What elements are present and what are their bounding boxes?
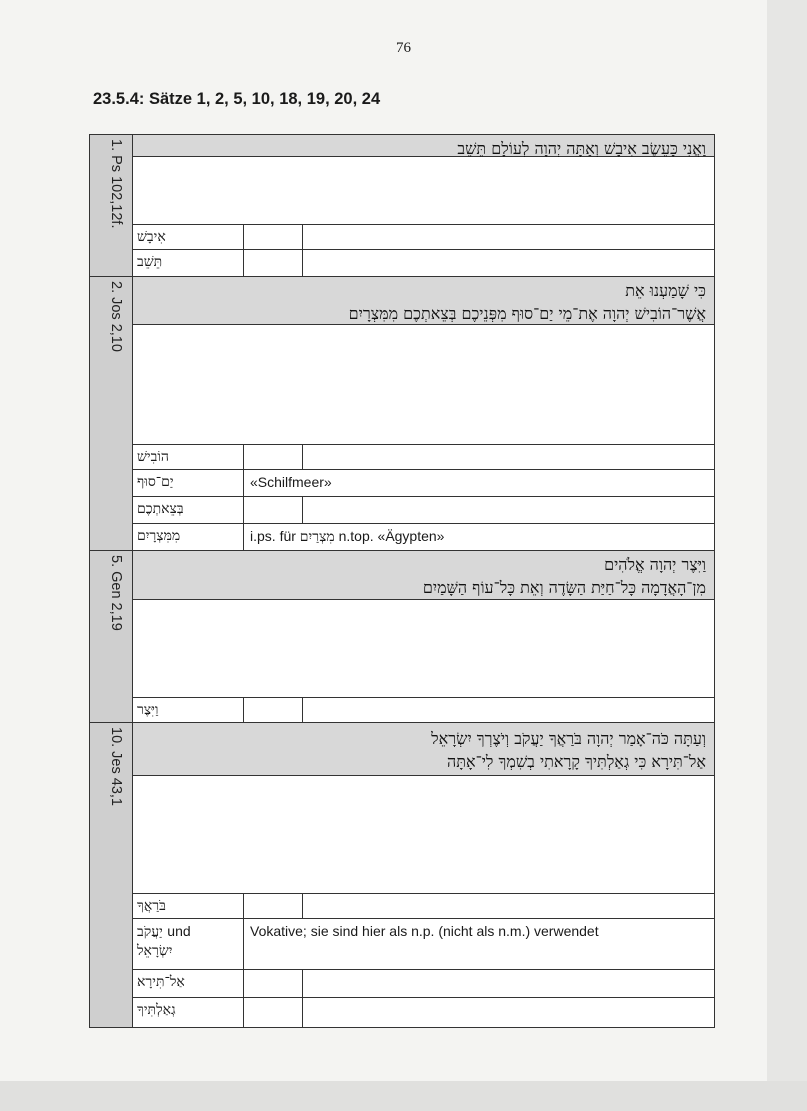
vocab-parse-cell[interactable] xyxy=(244,497,303,523)
vocab-word xyxy=(133,250,244,276)
vocab-parse-cell[interactable] xyxy=(244,445,303,469)
vocab-parse-cell[interactable] xyxy=(244,970,303,997)
reference-cell xyxy=(90,277,133,550)
page-edge xyxy=(767,0,807,1111)
vocab-row xyxy=(133,998,714,1028)
reference-label: 1. Ps 102,12f. xyxy=(108,139,124,229)
note-text: i.ps. für xyxy=(250,528,296,544)
hebrew-line: וַיִּצֶר יְהוָה אֱלֹהִים xyxy=(604,555,706,574)
vocab-note: «Schilfmeer» xyxy=(250,474,332,490)
vocab-parse-cell[interactable] xyxy=(244,698,303,723)
translation-area[interactable] xyxy=(133,600,714,698)
vocab-word xyxy=(133,497,244,523)
vocab-parse-cell[interactable] xyxy=(244,894,303,918)
vocab-hebrew: הוֹבִישׁ xyxy=(137,449,169,465)
reference-cell xyxy=(90,135,133,276)
translation-area[interactable] xyxy=(133,157,714,225)
vocab-hebrew: יִשְׂרָאֵל xyxy=(137,943,173,959)
translation-area[interactable] xyxy=(133,325,714,445)
vocab-word xyxy=(133,524,244,551)
sentence-block-1 xyxy=(90,135,714,276)
hebrew-text xyxy=(133,551,714,600)
reference-cell xyxy=(90,723,133,1027)
sentence-block-5 xyxy=(90,550,714,722)
vocab-word xyxy=(133,445,244,469)
vocab-conjunction: und xyxy=(167,923,191,939)
translation-area[interactable] xyxy=(133,776,714,894)
vocab-word xyxy=(133,919,244,969)
vocab-hebrew: בְּצֵאתְכֶם xyxy=(137,501,184,517)
vocab-parse-cell[interactable] xyxy=(244,250,303,276)
hebrew-line: וַאֲנִי כָּעֵשֶׂב אִיבָשׁ וְאַתָּה יְהוָה לְעוֹלָם תֵּשֵׁב xyxy=(457,139,706,158)
reference-label: 5. Gen 2,19 xyxy=(108,555,124,631)
vocab-word xyxy=(133,225,244,249)
vocab-row xyxy=(133,470,714,497)
vocab-row xyxy=(133,250,714,276)
vocab-row xyxy=(133,445,714,470)
hebrew-line: מִן־הָאֲדָמָה כָּל־חַיַּת הַשָּׂדֶה וְאֵת כָּל־עוֹף הַשָּׁמַיִם xyxy=(422,578,706,597)
reference-label: 10. Jes 43,1 xyxy=(108,727,124,806)
page-shadow xyxy=(0,1081,807,1111)
hebrew-line: אֲשֶׁר־הוֹבִישׁ יְהוָה אֶת־מֵי יַם־סוּף מִפְּנֵיכֶם בְּצֵאתְכֶם מִמִּצְרָיִם xyxy=(348,304,706,323)
vocab-hebrew: וַיִּצֶר xyxy=(137,702,159,718)
vocab-hebrew: אַל־תִּירָא xyxy=(137,974,185,990)
vocab-row xyxy=(133,698,714,723)
vocab-hebrew: בֹּרַאֲךָ xyxy=(137,898,166,914)
reference-cell xyxy=(90,551,133,722)
exercise-table xyxy=(89,134,715,1028)
hebrew-text xyxy=(133,135,714,157)
vocab-row xyxy=(133,919,714,970)
hebrew-text xyxy=(133,277,714,325)
vocab-row xyxy=(133,894,714,919)
vocab-hebrew: אִיבָשׁ xyxy=(137,229,166,245)
vocab-word xyxy=(133,894,244,918)
sentence-block-10 xyxy=(90,722,714,1027)
vocab-hebrew: יַעֲקֹב xyxy=(137,924,163,940)
vocab-word xyxy=(133,998,244,1028)
section-heading: 23.5.4: Sätze 1, 2, 5, 10, 18, 19, 20, 24 xyxy=(93,90,381,108)
vocab-row xyxy=(133,225,714,250)
page-number: 76 xyxy=(396,40,411,56)
vocab-row xyxy=(133,970,714,998)
vocab-note xyxy=(244,524,714,550)
hebrew-line: כִּי שָׁמַעְנוּ אֵת xyxy=(625,281,706,300)
vocab-hebrew: גְאַלְתִּיךָ xyxy=(137,1002,176,1018)
vocab-parse-cell[interactable] xyxy=(244,998,303,1028)
hebrew-text xyxy=(133,723,714,776)
reference-label: 2. Jos 2,10 xyxy=(108,281,124,352)
vocab-hebrew: תֵּשֵׁב xyxy=(137,254,163,270)
note-text: n.top. «Ägypten» xyxy=(338,528,445,544)
vocab-hebrew: יַם־סוּף xyxy=(137,474,174,490)
vocab-row xyxy=(133,497,714,524)
sentence-block-2 xyxy=(90,276,714,550)
vocab-word xyxy=(133,698,244,723)
hebrew-line: וְעַתָּה כֹּה־אָמַר יְהוָה בֹּרַאֲךָ יַעֲקֹב וְיֹצֶרְךָ יִשְׂרָאֵל xyxy=(431,729,706,748)
vocab-word xyxy=(133,970,244,997)
hebrew-line: אַל־תִּירָא כִּי גְאַלְתִּיךָ קָרָאתִי בְשִׁמְךָ לִי־אָתָּה xyxy=(447,752,706,771)
vocab-note: Vokative; sie sind hier als n.p. (nicht als n.m.) verwendet xyxy=(250,923,599,939)
note-hebrew: מִצְרַיִם xyxy=(299,529,335,545)
vocab-hebrew: מִמִּצְרָיִם xyxy=(137,528,181,544)
vocab-row xyxy=(133,524,714,551)
vocab-word xyxy=(133,470,244,496)
vocab-parse-cell[interactable] xyxy=(244,225,303,249)
